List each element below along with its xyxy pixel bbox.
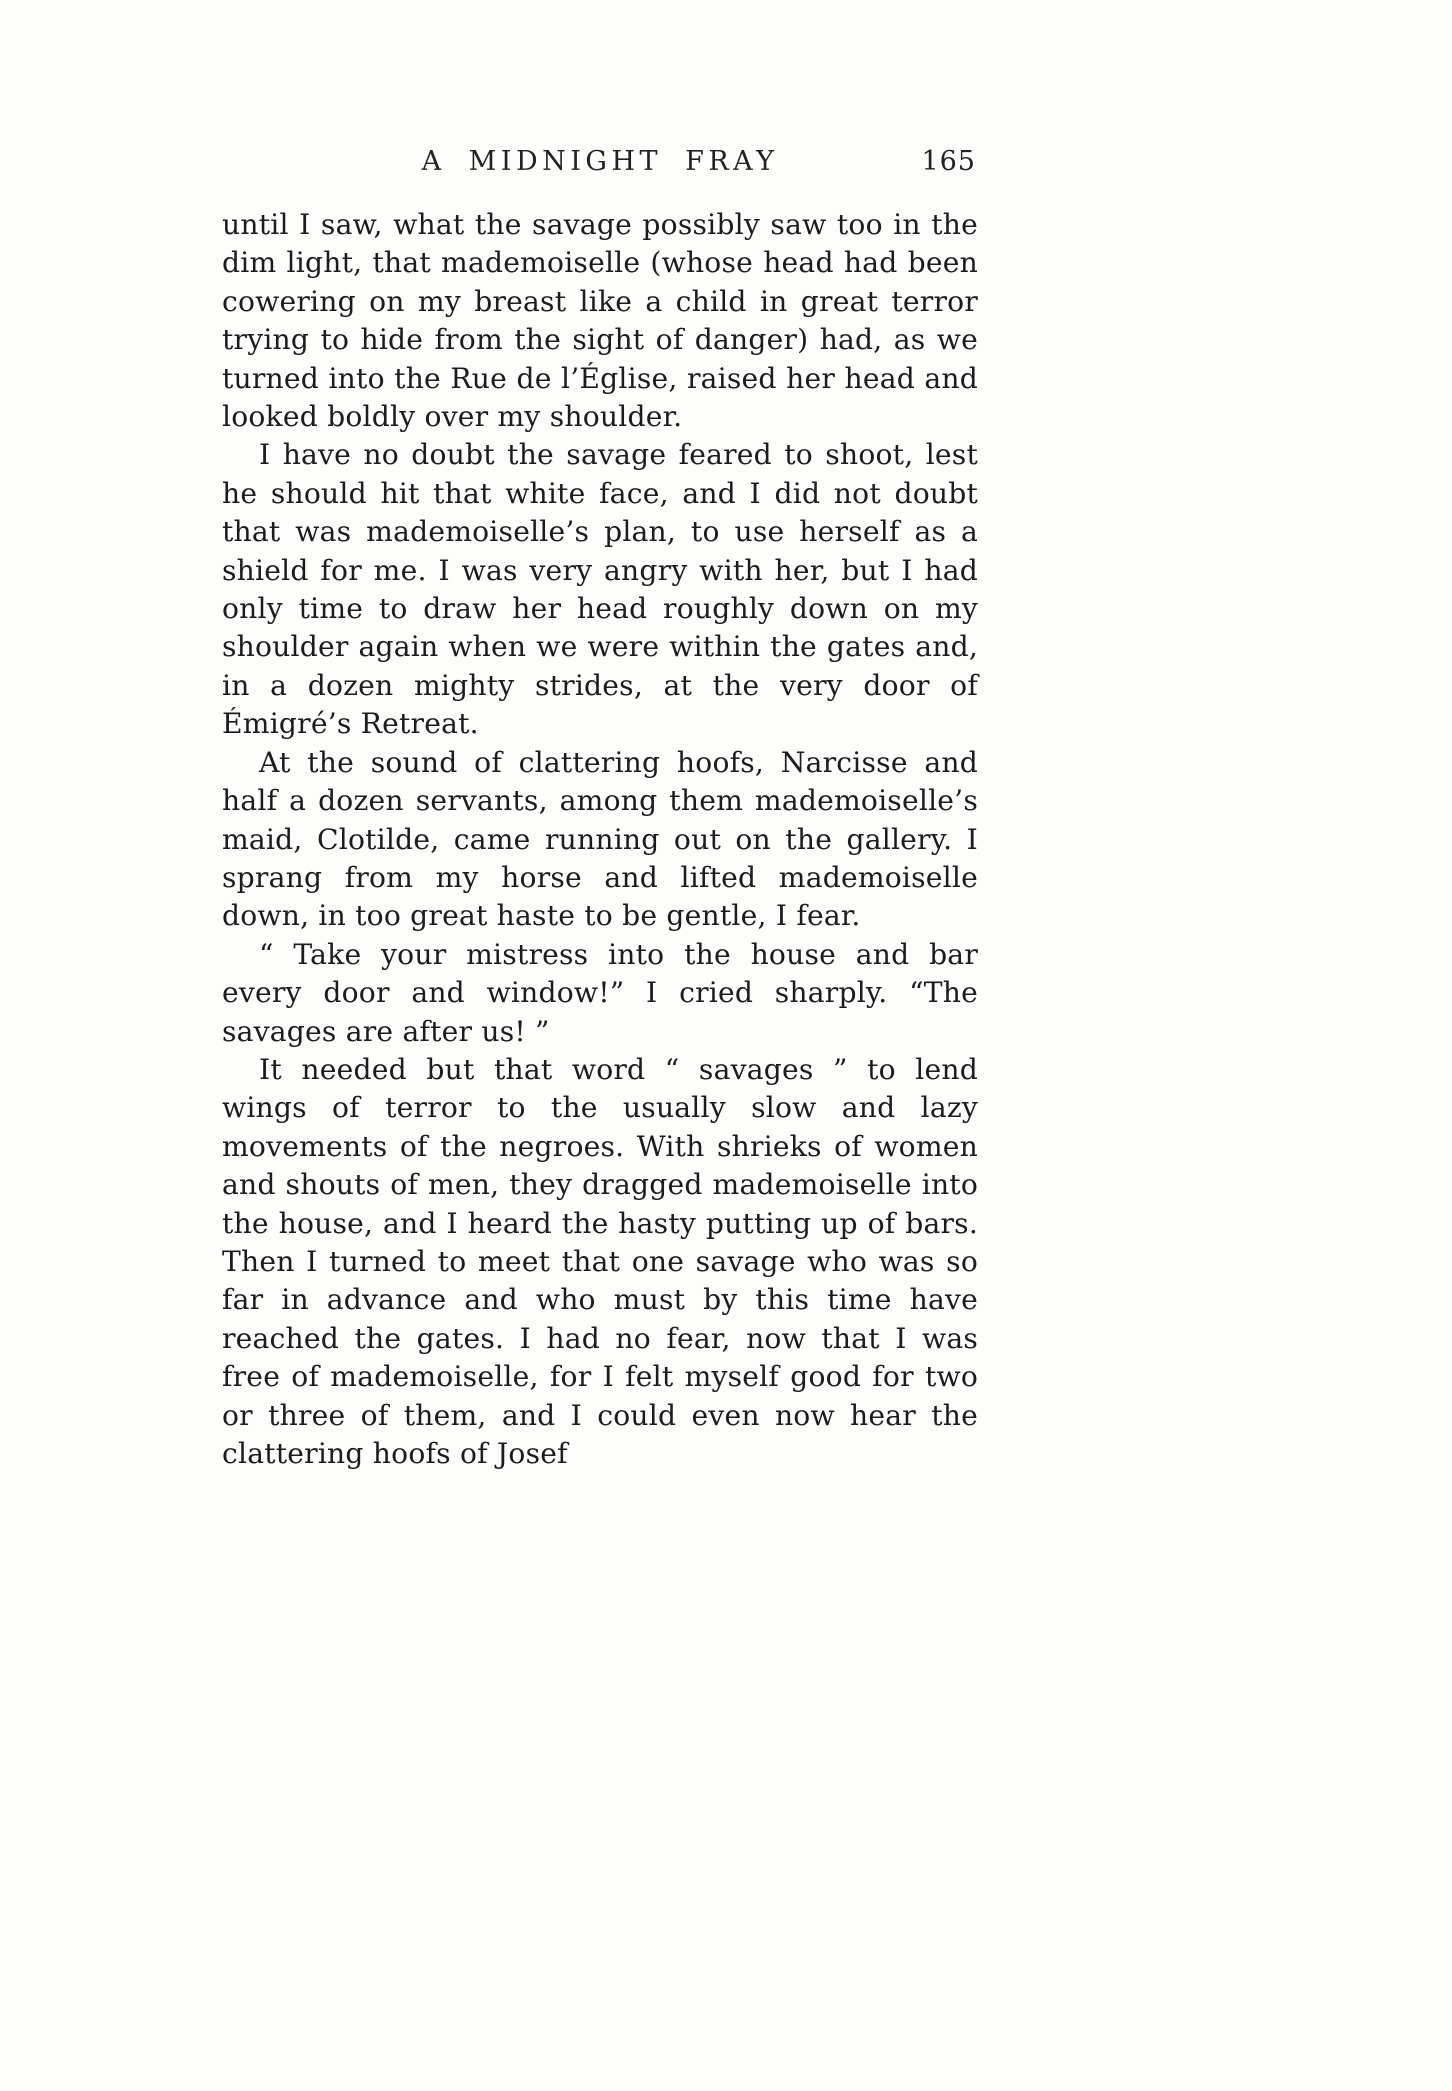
paragraph: “ Take your mistress into the house and bar every door and window!” I cried sharply. “The savages are after us! ”	[222, 937, 978, 1048]
paragraph: At the sound of clattering hoofs, Narcisse and half a dozen servants, among them mademoiselle’s maid, Clotilde, came running out on the gallery. I sprang from my horse and lifted mademoiselle down, in too great haste to be gentle, I fear.	[222, 745, 978, 933]
running-title: A MIDNIGHT FRAY	[421, 146, 779, 177]
text-block	[222, 206, 978, 1473]
page-number: 165	[921, 146, 976, 177]
paragraph: I have no doubt the savage feared to shoot, lest he should hit that white face, and I did not doubt that was mademoiselle’s plan, to use herself as a shield for me. I was very angry with her, but I had only time to draw her head roughly down on my shoulder again when we were within the gates and, in a dozen mighty strides, at the very door of Émigré’s Retreat.	[222, 438, 978, 741]
page-header	[222, 146, 978, 188]
paragraph: It needed but that word “ savages ” to lend wings of terror to the usually slow and lazy movements of the negroes. With shrieks of women and shouts of men, they dragged mademoiselle into the house, and I heard the hasty putting up of bars. Then I turned to meet that one savage who was so far in advance and who must by this time have reached the gates. I had no fear, now that I was free of mademoiselle, for I felt myself good for two or three of them, and I could even now hear the clattering hoofs of Josef	[222, 1052, 978, 1470]
paragraph: until I saw, what the savage possibly saw too in the dim light, that mademoiselle (whose head had been cowering on my breast like a child in great terror trying to hide from the sight of danger) had, as we turned into the Rue de l’Église, raised her head and looked boldly over my shoulder.	[222, 208, 978, 434]
